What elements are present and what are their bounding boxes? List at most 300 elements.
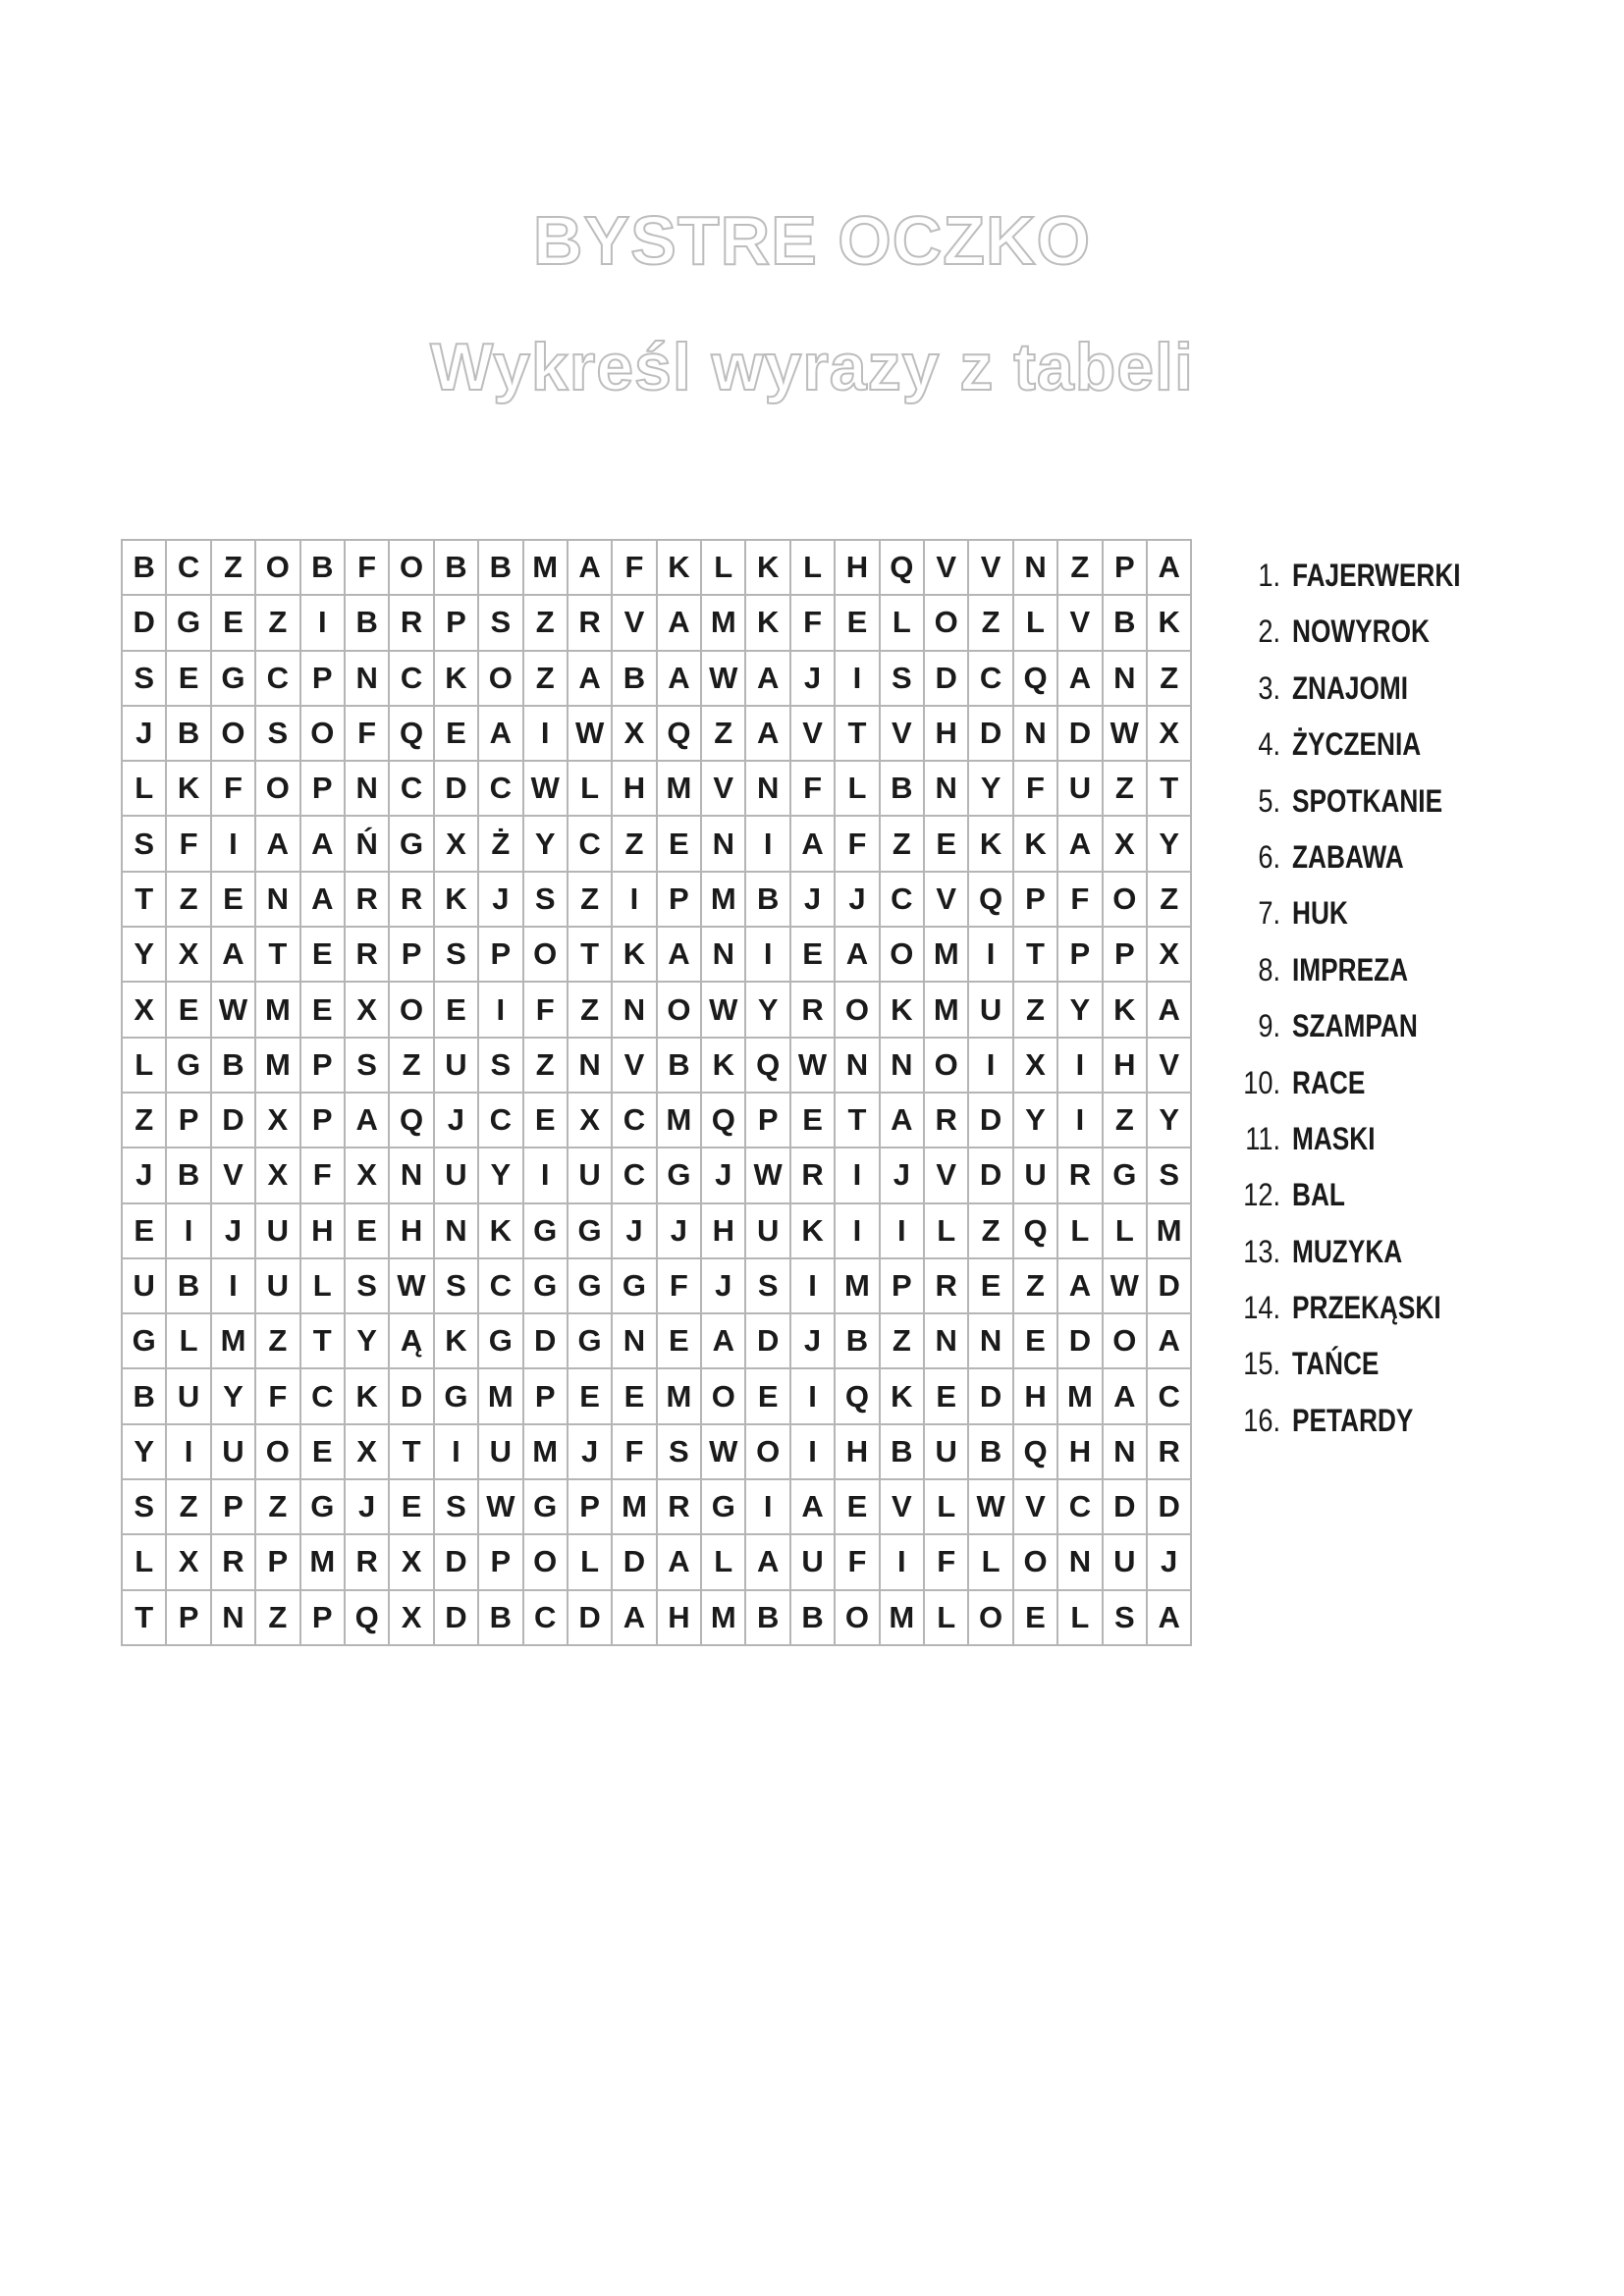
grid-cell[interactable]: U: [924, 1424, 968, 1479]
grid-cell[interactable]: K: [166, 761, 210, 816]
grid-cell[interactable]: G: [166, 1038, 210, 1093]
grid-cell[interactable]: A: [345, 1093, 389, 1148]
grid-cell[interactable]: P: [300, 1038, 345, 1093]
grid-cell[interactable]: I: [523, 1148, 568, 1202]
grid-cell[interactable]: N: [1103, 1424, 1147, 1479]
grid-cell[interactable]: I: [523, 706, 568, 761]
grid-cell[interactable]: A: [790, 816, 835, 871]
grid-cell[interactable]: F: [166, 816, 210, 871]
grid-cell[interactable]: A: [300, 872, 345, 927]
grid-cell[interactable]: P: [300, 761, 345, 816]
grid-cell[interactable]: K: [434, 651, 478, 706]
grid-cell[interactable]: T: [1013, 927, 1057, 982]
grid-cell[interactable]: I: [790, 1424, 835, 1479]
grid-cell[interactable]: C: [389, 761, 433, 816]
grid-cell[interactable]: Y: [1013, 1093, 1057, 1148]
grid-cell[interactable]: A: [300, 816, 345, 871]
grid-cell[interactable]: M: [924, 927, 968, 982]
grid-cell[interactable]: O: [523, 927, 568, 982]
grid-cell[interactable]: W: [701, 651, 745, 706]
grid-cell[interactable]: E: [835, 1479, 879, 1534]
grid-cell[interactable]: M: [1057, 1368, 1102, 1423]
grid-cell[interactable]: F: [1013, 761, 1057, 816]
grid-cell[interactable]: T: [1147, 761, 1191, 816]
grid-cell[interactable]: B: [1103, 595, 1147, 650]
grid-cell[interactable]: S: [255, 706, 299, 761]
grid-cell[interactable]: K: [790, 1203, 835, 1258]
grid-cell[interactable]: Ż: [478, 816, 522, 871]
grid-cell[interactable]: C: [612, 1148, 656, 1202]
grid-cell[interactable]: D: [434, 1534, 478, 1589]
grid-cell[interactable]: E: [790, 927, 835, 982]
grid-cell[interactable]: U: [211, 1424, 255, 1479]
grid-cell[interactable]: L: [568, 1534, 612, 1589]
grid-cell[interactable]: V: [1147, 1038, 1191, 1093]
grid-cell[interactable]: V: [880, 1479, 924, 1534]
grid-cell[interactable]: K: [657, 540, 701, 595]
grid-cell[interactable]: F: [211, 761, 255, 816]
grid-cell[interactable]: T: [122, 872, 166, 927]
grid-cell[interactable]: Ń: [345, 816, 389, 871]
grid-cell[interactable]: L: [122, 1038, 166, 1093]
grid-cell[interactable]: X: [1147, 927, 1191, 982]
grid-cell[interactable]: L: [701, 1534, 745, 1589]
grid-cell[interactable]: B: [300, 540, 345, 595]
grid-cell[interactable]: M: [255, 982, 299, 1037]
grid-cell[interactable]: P: [300, 651, 345, 706]
grid-cell[interactable]: M: [657, 1368, 701, 1423]
grid-cell[interactable]: F: [790, 761, 835, 816]
grid-cell[interactable]: O: [880, 927, 924, 982]
grid-cell[interactable]: D: [1147, 1258, 1191, 1313]
grid-cell[interactable]: Z: [255, 1479, 299, 1534]
grid-cell[interactable]: B: [434, 540, 478, 595]
grid-cell[interactable]: A: [568, 540, 612, 595]
grid-cell[interactable]: S: [434, 1258, 478, 1313]
grid-cell[interactable]: T: [835, 706, 879, 761]
grid-cell[interactable]: M: [657, 761, 701, 816]
grid-cell[interactable]: K: [968, 816, 1012, 871]
grid-cell[interactable]: L: [968, 1534, 1012, 1589]
grid-cell[interactable]: C: [1057, 1479, 1102, 1534]
grid-cell[interactable]: E: [612, 1368, 656, 1423]
grid-cell[interactable]: W: [968, 1479, 1012, 1534]
grid-cell[interactable]: Z: [1147, 872, 1191, 927]
grid-cell[interactable]: D: [434, 761, 478, 816]
grid-cell[interactable]: P: [880, 1258, 924, 1313]
grid-cell[interactable]: S: [1147, 1148, 1191, 1202]
grid-cell[interactable]: F: [1057, 872, 1102, 927]
grid-cell[interactable]: B: [835, 1313, 879, 1368]
grid-cell[interactable]: U: [255, 1203, 299, 1258]
grid-cell[interactable]: G: [612, 1258, 656, 1313]
grid-cell[interactable]: J: [122, 1148, 166, 1202]
grid-cell[interactable]: L: [880, 595, 924, 650]
grid-cell[interactable]: U: [434, 1038, 478, 1093]
grid-cell[interactable]: Y: [478, 1148, 522, 1202]
grid-cell[interactable]: H: [612, 761, 656, 816]
grid-cell[interactable]: B: [612, 651, 656, 706]
grid-cell[interactable]: Q: [1013, 1203, 1057, 1258]
grid-cell[interactable]: E: [434, 706, 478, 761]
grid-cell[interactable]: Q: [657, 706, 701, 761]
grid-cell[interactable]: P: [745, 1093, 789, 1148]
grid-cell[interactable]: M: [880, 1590, 924, 1645]
grid-cell[interactable]: A: [657, 1534, 701, 1589]
grid-cell[interactable]: I: [612, 872, 656, 927]
grid-cell[interactable]: Y: [745, 982, 789, 1037]
grid-cell[interactable]: O: [389, 982, 433, 1037]
grid-cell[interactable]: B: [166, 1258, 210, 1313]
grid-cell[interactable]: O: [1103, 1313, 1147, 1368]
grid-cell[interactable]: C: [568, 816, 612, 871]
grid-cell[interactable]: R: [790, 1148, 835, 1202]
grid-cell[interactable]: F: [345, 706, 389, 761]
grid-cell[interactable]: M: [612, 1479, 656, 1534]
grid-cell[interactable]: N: [924, 761, 968, 816]
grid-cell[interactable]: K: [745, 595, 789, 650]
grid-cell[interactable]: I: [166, 1203, 210, 1258]
grid-cell[interactable]: V: [612, 595, 656, 650]
grid-cell[interactable]: G: [568, 1203, 612, 1258]
grid-cell[interactable]: Z: [122, 1093, 166, 1148]
grid-cell[interactable]: K: [701, 1038, 745, 1093]
grid-cell[interactable]: Z: [1147, 651, 1191, 706]
grid-cell[interactable]: V: [211, 1148, 255, 1202]
grid-cell[interactable]: P: [1057, 927, 1102, 982]
grid-cell[interactable]: A: [1057, 651, 1102, 706]
grid-cell[interactable]: S: [345, 1258, 389, 1313]
grid-cell[interactable]: C: [612, 1093, 656, 1148]
grid-cell[interactable]: P: [300, 1093, 345, 1148]
grid-cell[interactable]: A: [568, 651, 612, 706]
grid-cell[interactable]: B: [968, 1424, 1012, 1479]
grid-cell[interactable]: I: [880, 1203, 924, 1258]
grid-cell[interactable]: T: [835, 1093, 879, 1148]
grid-cell[interactable]: D: [968, 1148, 1012, 1202]
grid-cell[interactable]: F: [612, 1424, 656, 1479]
grid-cell[interactable]: N: [968, 1313, 1012, 1368]
grid-cell[interactable]: E: [745, 1368, 789, 1423]
grid-cell[interactable]: E: [1013, 1590, 1057, 1645]
grid-cell[interactable]: N: [1103, 651, 1147, 706]
grid-cell[interactable]: C: [968, 651, 1012, 706]
grid-cell[interactable]: S: [478, 595, 522, 650]
grid-cell[interactable]: A: [745, 706, 789, 761]
grid-cell[interactable]: G: [1103, 1148, 1147, 1202]
grid-cell[interactable]: A: [657, 927, 701, 982]
grid-cell[interactable]: D: [1057, 1313, 1102, 1368]
grid-cell[interactable]: W: [389, 1258, 433, 1313]
grid-cell[interactable]: N: [345, 761, 389, 816]
grid-cell[interactable]: E: [300, 1424, 345, 1479]
grid-cell[interactable]: K: [745, 540, 789, 595]
grid-cell[interactable]: O: [657, 982, 701, 1037]
grid-cell[interactable]: I: [211, 816, 255, 871]
grid-cell[interactable]: L: [1057, 1590, 1102, 1645]
grid-cell[interactable]: M: [255, 1038, 299, 1093]
grid-cell[interactable]: S: [434, 1479, 478, 1534]
grid-cell[interactable]: H: [657, 1590, 701, 1645]
grid-cell[interactable]: J: [434, 1093, 478, 1148]
grid-cell[interactable]: X: [345, 982, 389, 1037]
grid-cell[interactable]: W: [478, 1479, 522, 1534]
grid-cell[interactable]: W: [568, 706, 612, 761]
grid-cell[interactable]: E: [657, 1313, 701, 1368]
grid-cell[interactable]: L: [166, 1313, 210, 1368]
grid-cell[interactable]: R: [1057, 1148, 1102, 1202]
grid-cell[interactable]: T: [255, 927, 299, 982]
grid-cell[interactable]: G: [523, 1479, 568, 1534]
grid-cell[interactable]: D: [1147, 1479, 1191, 1534]
grid-cell[interactable]: F: [790, 595, 835, 650]
grid-cell[interactable]: J: [612, 1203, 656, 1258]
grid-cell[interactable]: I: [211, 1258, 255, 1313]
grid-cell[interactable]: H: [835, 1424, 879, 1479]
grid-cell[interactable]: X: [255, 1093, 299, 1148]
grid-cell[interactable]: C: [389, 651, 433, 706]
grid-cell[interactable]: N: [612, 982, 656, 1037]
grid-cell[interactable]: V: [790, 706, 835, 761]
grid-cell[interactable]: W: [1103, 706, 1147, 761]
grid-cell[interactable]: M: [523, 1424, 568, 1479]
grid-cell[interactable]: M: [701, 872, 745, 927]
grid-cell[interactable]: X: [345, 1424, 389, 1479]
grid-cell[interactable]: P: [1103, 927, 1147, 982]
grid-cell[interactable]: Z: [1057, 540, 1102, 595]
grid-cell[interactable]: B: [345, 595, 389, 650]
grid-cell[interactable]: N: [568, 1038, 612, 1093]
grid-cell[interactable]: J: [657, 1203, 701, 1258]
grid-cell[interactable]: J: [790, 872, 835, 927]
grid-cell[interactable]: Y: [968, 761, 1012, 816]
grid-cell[interactable]: T: [389, 1424, 433, 1479]
grid-cell[interactable]: D: [1103, 1479, 1147, 1534]
grid-cell[interactable]: N: [1013, 540, 1057, 595]
grid-cell[interactable]: M: [701, 1590, 745, 1645]
grid-cell[interactable]: S: [122, 816, 166, 871]
grid-cell[interactable]: T: [122, 1590, 166, 1645]
grid-cell[interactable]: S: [1103, 1590, 1147, 1645]
grid-cell[interactable]: U: [568, 1148, 612, 1202]
grid-cell[interactable]: X: [122, 982, 166, 1037]
grid-cell[interactable]: H: [300, 1203, 345, 1258]
grid-cell[interactable]: A: [745, 1534, 789, 1589]
grid-cell[interactable]: D: [211, 1093, 255, 1148]
grid-cell[interactable]: Q: [968, 872, 1012, 927]
grid-cell[interactable]: E: [300, 982, 345, 1037]
grid-cell[interactable]: K: [880, 1368, 924, 1423]
grid-cell[interactable]: M: [478, 1368, 522, 1423]
grid-cell[interactable]: O: [745, 1424, 789, 1479]
grid-cell[interactable]: I: [968, 1038, 1012, 1093]
grid-cell[interactable]: I: [745, 1479, 789, 1534]
grid-cell[interactable]: W: [701, 1424, 745, 1479]
grid-cell[interactable]: O: [478, 651, 522, 706]
grid-cell[interactable]: Y: [122, 1424, 166, 1479]
grid-cell[interactable]: U: [745, 1203, 789, 1258]
grid-cell[interactable]: I: [880, 1534, 924, 1589]
grid-cell[interactable]: D: [568, 1590, 612, 1645]
grid-cell[interactable]: X: [389, 1534, 433, 1589]
grid-cell[interactable]: W: [745, 1148, 789, 1202]
grid-cell[interactable]: C: [1147, 1368, 1191, 1423]
grid-cell[interactable]: R: [389, 872, 433, 927]
grid-cell[interactable]: N: [345, 651, 389, 706]
grid-cell[interactable]: D: [968, 706, 1012, 761]
grid-cell[interactable]: E: [968, 1258, 1012, 1313]
grid-cell[interactable]: Z: [255, 1313, 299, 1368]
grid-cell[interactable]: H: [835, 540, 879, 595]
grid-cell[interactable]: E: [924, 816, 968, 871]
grid-cell[interactable]: I: [300, 595, 345, 650]
grid-cell[interactable]: I: [745, 816, 789, 871]
grid-cell[interactable]: G: [568, 1258, 612, 1313]
grid-cell[interactable]: O: [968, 1590, 1012, 1645]
grid-cell[interactable]: O: [835, 1590, 879, 1645]
grid-cell[interactable]: V: [924, 1148, 968, 1202]
grid-cell[interactable]: J: [790, 651, 835, 706]
grid-cell[interactable]: G: [657, 1148, 701, 1202]
grid-cell[interactable]: I: [835, 1148, 879, 1202]
grid-cell[interactable]: E: [523, 1093, 568, 1148]
grid-cell[interactable]: O: [255, 540, 299, 595]
grid-cell[interactable]: L: [924, 1479, 968, 1534]
grid-cell[interactable]: E: [790, 1093, 835, 1148]
grid-cell[interactable]: D: [389, 1368, 433, 1423]
grid-cell[interactable]: J: [1147, 1534, 1191, 1589]
grid-cell[interactable]: I: [790, 1368, 835, 1423]
grid-cell[interactable]: H: [1057, 1424, 1102, 1479]
grid-cell[interactable]: P: [478, 927, 522, 982]
grid-cell[interactable]: X: [166, 1534, 210, 1589]
grid-cell[interactable]: H: [924, 706, 968, 761]
grid-cell[interactable]: Q: [1013, 651, 1057, 706]
grid-cell[interactable]: D: [612, 1534, 656, 1589]
grid-cell[interactable]: C: [478, 1093, 522, 1148]
grid-cell[interactable]: P: [300, 1590, 345, 1645]
grid-cell[interactable]: J: [790, 1313, 835, 1368]
grid-cell[interactable]: Z: [968, 595, 1012, 650]
grid-cell[interactable]: U: [478, 1424, 522, 1479]
grid-cell[interactable]: A: [1147, 982, 1191, 1037]
grid-cell[interactable]: N: [701, 927, 745, 982]
grid-cell[interactable]: Z: [568, 872, 612, 927]
grid-cell[interactable]: Z: [880, 1313, 924, 1368]
grid-cell[interactable]: B: [657, 1038, 701, 1093]
grid-cell[interactable]: M: [701, 595, 745, 650]
grid-cell[interactable]: A: [1057, 1258, 1102, 1313]
grid-cell[interactable]: L: [701, 540, 745, 595]
grid-cell[interactable]: F: [924, 1534, 968, 1589]
grid-cell[interactable]: X: [1147, 706, 1191, 761]
grid-cell[interactable]: F: [300, 1148, 345, 1202]
grid-cell[interactable]: O: [701, 1368, 745, 1423]
grid-cell[interactable]: W: [211, 982, 255, 1037]
grid-cell[interactable]: G: [389, 816, 433, 871]
grid-cell[interactable]: Z: [255, 595, 299, 650]
grid-cell[interactable]: C: [880, 872, 924, 927]
grid-cell[interactable]: J: [345, 1479, 389, 1534]
grid-cell[interactable]: E: [122, 1203, 166, 1258]
grid-cell[interactable]: I: [745, 927, 789, 982]
grid-cell[interactable]: M: [657, 1093, 701, 1148]
grid-cell[interactable]: R: [345, 872, 389, 927]
grid-cell[interactable]: I: [968, 927, 1012, 982]
grid-cell[interactable]: O: [835, 982, 879, 1037]
grid-cell[interactable]: G: [568, 1313, 612, 1368]
grid-cell[interactable]: A: [211, 927, 255, 982]
grid-cell[interactable]: D: [968, 1093, 1012, 1148]
grid-cell[interactable]: D: [122, 595, 166, 650]
grid-cell[interactable]: D: [1057, 706, 1102, 761]
grid-cell[interactable]: L: [924, 1590, 968, 1645]
grid-cell[interactable]: E: [389, 1479, 433, 1534]
grid-cell[interactable]: D: [968, 1368, 1012, 1423]
grid-cell[interactable]: V: [924, 540, 968, 595]
grid-cell[interactable]: U: [434, 1148, 478, 1202]
grid-cell[interactable]: V: [968, 540, 1012, 595]
grid-cell[interactable]: O: [255, 1424, 299, 1479]
grid-cell[interactable]: G: [211, 651, 255, 706]
grid-cell[interactable]: K: [880, 982, 924, 1037]
grid-cell[interactable]: I: [166, 1424, 210, 1479]
grid-cell[interactable]: E: [1013, 1313, 1057, 1368]
grid-cell[interactable]: N: [835, 1038, 879, 1093]
grid-cell[interactable]: P: [1013, 872, 1057, 927]
grid-cell[interactable]: C: [255, 651, 299, 706]
grid-cell[interactable]: L: [1013, 595, 1057, 650]
grid-cell[interactable]: N: [1057, 1534, 1102, 1589]
grid-cell[interactable]: Q: [389, 1093, 433, 1148]
grid-cell[interactable]: Ą: [389, 1313, 433, 1368]
grid-cell[interactable]: P: [1103, 540, 1147, 595]
grid-cell[interactable]: X: [568, 1093, 612, 1148]
grid-cell[interactable]: P: [255, 1534, 299, 1589]
grid-cell[interactable]: O: [255, 761, 299, 816]
grid-cell[interactable]: L: [122, 1534, 166, 1589]
grid-cell[interactable]: U: [166, 1368, 210, 1423]
grid-cell[interactable]: V: [701, 761, 745, 816]
grid-cell[interactable]: E: [657, 816, 701, 871]
grid-cell[interactable]: L: [122, 761, 166, 816]
grid-cell[interactable]: Q: [701, 1093, 745, 1148]
grid-cell[interactable]: I: [1057, 1038, 1102, 1093]
grid-cell[interactable]: Z: [523, 595, 568, 650]
grid-cell[interactable]: G: [523, 1203, 568, 1258]
grid-cell[interactable]: Y: [211, 1368, 255, 1423]
grid-cell[interactable]: H: [389, 1203, 433, 1258]
grid-cell[interactable]: B: [880, 761, 924, 816]
grid-cell[interactable]: B: [122, 1368, 166, 1423]
grid-cell[interactable]: C: [478, 761, 522, 816]
grid-cell[interactable]: X: [166, 927, 210, 982]
grid-cell[interactable]: V: [1013, 1479, 1057, 1534]
grid-cell[interactable]: I: [434, 1424, 478, 1479]
grid-cell[interactable]: M: [211, 1313, 255, 1368]
grid-cell[interactable]: E: [166, 651, 210, 706]
grid-cell[interactable]: Y: [1147, 1093, 1191, 1148]
grid-cell[interactable]: Y: [1147, 816, 1191, 871]
grid-cell[interactable]: F: [835, 1534, 879, 1589]
grid-cell[interactable]: P: [211, 1479, 255, 1534]
grid-cell[interactable]: A: [1147, 1313, 1191, 1368]
grid-cell[interactable]: S: [122, 651, 166, 706]
grid-cell[interactable]: J: [568, 1424, 612, 1479]
grid-cell[interactable]: L: [790, 540, 835, 595]
grid-cell[interactable]: N: [434, 1203, 478, 1258]
grid-cell[interactable]: X: [255, 1148, 299, 1202]
